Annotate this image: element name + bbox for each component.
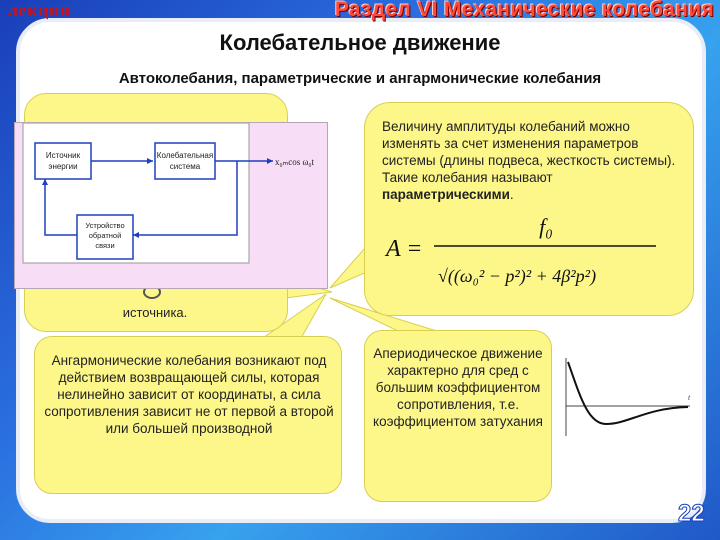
parametric-term: параметрическими <box>382 187 510 202</box>
formula-numerator: f₀ <box>539 214 553 239</box>
feedback-label-3: связи <box>95 241 115 250</box>
aperiodic-curve <box>568 362 688 424</box>
page-number: 22 <box>678 500 705 527</box>
amplitude-formula <box>384 212 684 302</box>
auto-oscillation-diagram <box>14 122 328 289</box>
aperiodic-text: Апериодическое движение характерно для сред с большим коэффициентом сопротивления, т.е. коэффициентом затухания <box>373 346 543 429</box>
section-label: Раздел VI Механические колебания <box>334 0 714 21</box>
graph-t-label: t <box>688 393 691 402</box>
source-label-1: Источник <box>45 151 81 160</box>
system-label-1: Колебательная <box>156 151 214 160</box>
system-block <box>155 143 215 179</box>
source-block <box>35 143 91 179</box>
feedback-label-1: Устройство <box>85 221 125 230</box>
diagram-svg <box>15 123 327 288</box>
formula-denominator: √((ω₀² − p²)² + 4β²p²) <box>438 266 597 286</box>
aperiodic-graph <box>562 356 698 440</box>
system-label-2: система <box>169 162 201 171</box>
feedback-label-2: обратной <box>88 231 122 240</box>
lecture-label: лекции <box>8 0 71 20</box>
output-label: x₀ₘcos ω₀t <box>275 157 315 167</box>
slide-subtitle: Автоколебания, параметрические и ангармонические колебания <box>118 70 602 87</box>
parametric-text-main: Величину амплитуды колебаний можно изменять за счет изменения параметров системы (длины подвеса, жесткость системы). Такие колебания называют <box>382 119 676 185</box>
parametric-text <box>382 118 682 203</box>
slide-title: Колебательное движение <box>219 30 501 55</box>
auto-bubble-tail-text: источника. <box>122 305 188 320</box>
anharmonic-text: Ангармонические колебания возникают под действием возвращающей силы, которая нелинейно зависит от координаты, а сила сопротивления зависит не от первой а второй или большей производной <box>44 353 334 436</box>
formula-lhs: A = <box>386 236 423 262</box>
parametric-text-end: . <box>509 187 514 202</box>
source-label-2: энергии <box>48 162 78 171</box>
